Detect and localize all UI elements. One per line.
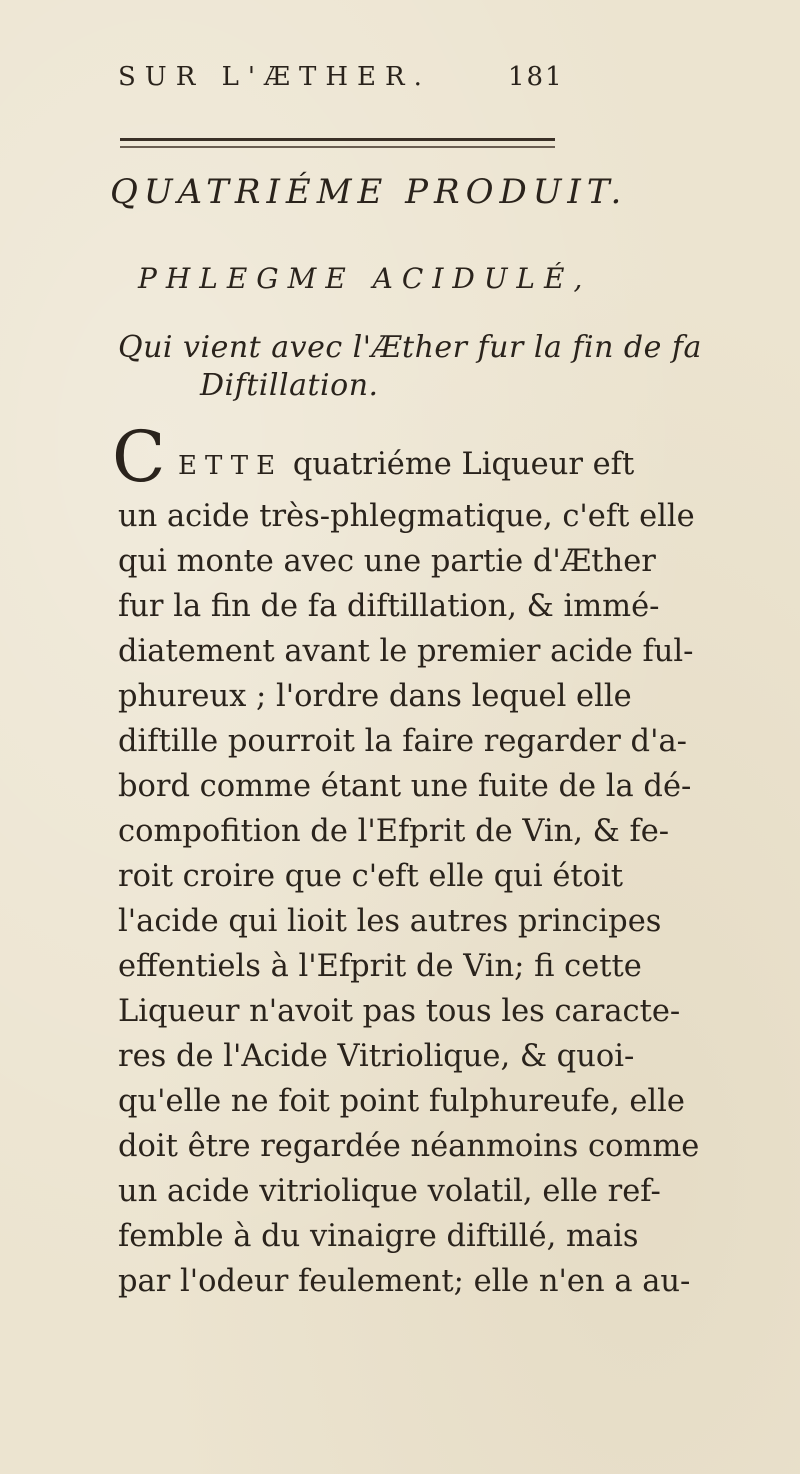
- body-line: roit croire que c'eft elle qui étoit: [118, 859, 624, 894]
- header-rule-thick: [120, 138, 555, 141]
- body-line: fur la fin de fa diftillation, & immé-: [118, 589, 660, 624]
- body-line: doit être regardée néanmoins comme: [118, 1129, 700, 1164]
- body-line: compofition de l'Efprit de Vin, & fe-: [118, 814, 670, 849]
- body-line: [178, 447, 635, 482]
- body-line: qu'elle ne foit point fulphureufe, elle: [118, 1084, 685, 1119]
- body-line: effentiels à l'Efprit de Vin; fi cette: [118, 949, 642, 984]
- body-line-text: quatriéme Liqueur eft: [292, 447, 635, 482]
- first-word-small-caps: ETTE: [178, 451, 284, 481]
- section-description-line-1: Qui vient avec l'Æther fur la fin de fa: [118, 330, 702, 365]
- body-line: diftille pourroit la faire regarder d'a-: [118, 724, 687, 759]
- body-line: un acide très-phlegmatique, c'eft elle: [118, 499, 695, 534]
- section-subtitle: PHLEGME ACIDULÉ,: [138, 262, 592, 295]
- header-rule-thin: [120, 146, 555, 148]
- body-line: bord comme étant une fuite de la dé-: [118, 769, 692, 804]
- section-description-line-2: Diftillation.: [200, 368, 379, 403]
- running-head: [118, 62, 578, 92]
- body-line: phureux ; l'ordre dans lequel elle: [118, 679, 632, 714]
- body-line: femble à du vinaigre diftillé, mais: [118, 1219, 639, 1254]
- body-line: qui monte avec une partie d'Æther: [118, 544, 656, 579]
- page-number: 181: [508, 62, 564, 92]
- running-head-title: SUR L'ÆTHER.: [118, 62, 431, 92]
- section-title: QUATRIÉME PRODUIT.: [110, 172, 628, 212]
- body-line: Liqueur n'avoit pas tous les caracte-: [118, 994, 681, 1029]
- body-line: un acide vitriolique volatil, elle ref-: [118, 1174, 661, 1209]
- body-line: res de l'Acide Vitriolique, & quoi-: [118, 1039, 635, 1074]
- body-line: diatement avant le premier acide ful-: [118, 634, 694, 669]
- drop-cap: C: [112, 416, 166, 498]
- body-line: l'acide qui lioit les autres principes: [118, 904, 662, 939]
- body-line: par l'odeur feulement; elle n'en a au-: [118, 1264, 691, 1299]
